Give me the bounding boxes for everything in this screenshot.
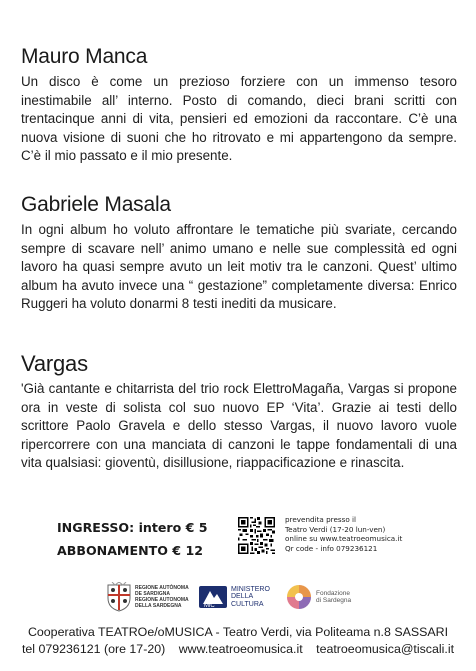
footer-contacts <box>0 641 476 658</box>
logo-text-line: Fondazione <box>316 589 350 597</box>
presale-line: Teatro Verdi (17-20 lun-ven) <box>285 524 386 534</box>
footer-phone[interactable]: tel 079236121 (ore 17-20) <box>21 642 166 656</box>
artist-name: Mauro Manca <box>21 45 148 68</box>
artist-bio: In ogni album ho voluto affrontare le tematiche più svariate, cercando sempre di scavare nell’ animo umano e nelle sue complessità ed ogni lavoro ha quasi sempre avuto un leit motiv tra le canzoni. Quest’ ultimo album ha avuto invece una “ gestazione” completamente diversa: Enrico Ruggeri ha voluto donarmi 8 testi inediti da musicare. <box>21 222 457 312</box>
artist-section-vargas <box>21 351 457 473</box>
footer-address: Cooperativa TEATROe/oMUSICA - Teatro Verdi, via Politeama n.8 SASSARI <box>27 625 449 639</box>
logo-ministero-cultura <box>198 582 270 612</box>
regione-sardegna-text <box>135 585 189 609</box>
logo-text-line: REGIONE AUTONOMA <box>135 597 189 603</box>
logo-text-line: DE SARDIGNA <box>135 591 171 597</box>
footer-email-link[interactable]: teatroeomusica@tiscali.it <box>316 642 455 656</box>
artist-name: Gabriele Masala <box>21 193 171 216</box>
footer-website-link[interactable]: www.teatroeomusica.it <box>178 642 303 656</box>
logo-text-line: DELLA <box>231 593 254 601</box>
artist-name: Vargas <box>21 351 88 376</box>
qr-code-icon[interactable] <box>238 517 275 554</box>
regione-sardegna-crest-icon <box>106 582 132 612</box>
sponsor-logos <box>0 580 476 616</box>
presale-line: Qr code - info 079236121 <box>285 543 378 553</box>
logo-text-line: DELLA SARDEGNA <box>135 603 182 609</box>
footer <box>0 624 476 658</box>
logo-text-line: MINISTERO <box>231 585 270 593</box>
mic-badge-text: MiC <box>204 603 215 609</box>
fondazione-sardegna-icon <box>285 582 313 612</box>
artist-bio: 'Già cantante e chitarrista del trio rock ElettroMagaña, Vargas si propone ora in veste di solista col suo nuovo EP ‘Vita’. Grazie ai testi dello scrittore Paolo Gravela e dello stesso Vargas, il nuovo lavoro vuole ripercorrere con una manciata di canzoni le tappe fondamentali di una vita qualsiasi: gioventù, disillusione, riappacificazione e rinascita. <box>21 381 457 471</box>
logo-text-line: di Sardegna <box>316 597 352 604</box>
subscription-price: ABBONAMENTO € 12 <box>57 543 203 558</box>
presale-info <box>285 515 402 553</box>
logo-text-line: CULTURA <box>231 600 264 608</box>
artist-bio: Un disco è come un prezioso forziere con un immenso tesoro inestimabile all’ interno. Posto di comando, dieci brani scritti con trentacinque anni di vita, pensieri ed emozioni da raccontare. C’è una nuova visione di suoni che ho ritrovato e mi appartengono da sempre. C’è il mio passato e il mio presente. <box>21 74 457 164</box>
entry-price: INGRESSO: intero € 5 <box>57 520 208 535</box>
logo-fondazione-sardegna <box>285 582 351 612</box>
fondazione-sardegna-text <box>316 590 351 605</box>
presale-website[interactable]: online su www.teatroeomusica.it <box>285 534 403 544</box>
artist-section-gabriele-masala <box>21 192 457 314</box>
ministero-cultura-icon <box>198 582 228 612</box>
artist-section-mauro-manca <box>21 44 457 166</box>
logo-text-line: REGIONE AUTÒNOMA <box>135 585 189 591</box>
logo-regione-sardegna <box>106 582 189 612</box>
presale-line: prevendita presso il <box>285 515 357 524</box>
ministero-cultura-text <box>231 586 270 609</box>
ticket-prices <box>57 516 208 562</box>
